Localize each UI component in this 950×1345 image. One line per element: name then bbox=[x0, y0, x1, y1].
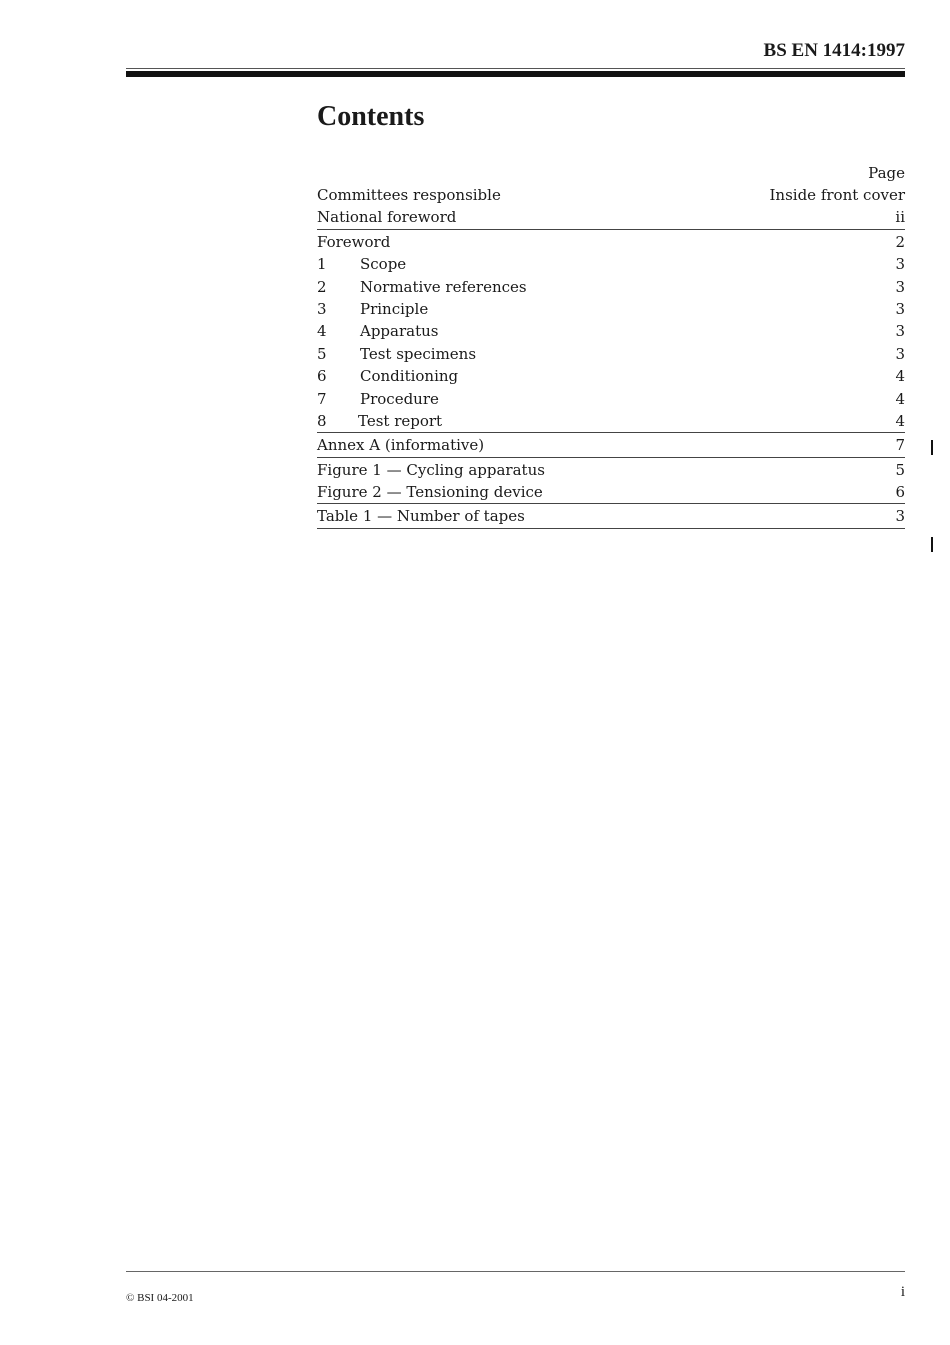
document-id: BS EN 1414:1997 bbox=[763, 40, 905, 61]
toc-entry-label: Principle bbox=[360, 299, 429, 318]
toc-entry-page: 3 bbox=[895, 322, 905, 341]
toc-entry-label: Scope bbox=[360, 255, 407, 274]
toc-entry-page: 3 bbox=[895, 299, 905, 318]
table-of-contents bbox=[317, 162, 905, 529]
toc-entry[interactable] bbox=[317, 505, 905, 528]
toc-entry-number: 8 bbox=[317, 411, 327, 430]
toc-entry-label: National foreword bbox=[317, 208, 457, 227]
page-number: i bbox=[900, 1284, 905, 1300]
toc-entry-page: ii bbox=[895, 208, 905, 227]
toc-entry-page: 7 bbox=[895, 436, 905, 455]
copyright-notice: © BSI 04-2001 bbox=[126, 1292, 194, 1304]
footer-rule bbox=[126, 1271, 905, 1272]
toc-entry-label: Foreword bbox=[317, 232, 391, 251]
toc-entry[interactable] bbox=[317, 459, 905, 481]
toc-entry[interactable] bbox=[317, 320, 905, 342]
toc-entry-number: 5 bbox=[317, 344, 327, 363]
toc-entry-label: Committees responsible bbox=[317, 186, 501, 204]
toc-entry-page: 2 bbox=[895, 232, 905, 251]
toc-entry-label: Apparatus bbox=[360, 322, 439, 341]
toc-entry-number: 4 bbox=[317, 322, 327, 341]
toc-entry-label: Annex A (informative) bbox=[317, 436, 485, 455]
toc-entry-page: 3 bbox=[895, 255, 905, 274]
toc-entry-number: 6 bbox=[317, 367, 327, 386]
change-bar-marker bbox=[931, 537, 933, 552]
toc-entry[interactable] bbox=[317, 184, 905, 206]
header-rule-thin bbox=[126, 68, 905, 69]
toc-entry-page: Inside front cover bbox=[769, 186, 905, 204]
change-bar-marker bbox=[931, 440, 933, 455]
toc-entry-label: Test specimens bbox=[360, 344, 477, 363]
toc-entry-label: Procedure bbox=[360, 389, 439, 408]
toc-entry-page: 4 bbox=[895, 411, 905, 430]
toc-entry-label: Figure 2 — Tensioning device bbox=[317, 483, 543, 502]
toc-entry-number: 2 bbox=[317, 277, 327, 296]
toc-entry[interactable] bbox=[317, 410, 905, 433]
toc-entry[interactable] bbox=[317, 206, 905, 229]
toc-entry[interactable] bbox=[317, 253, 905, 275]
toc-entry-label: Normative references bbox=[360, 277, 527, 296]
toc-entry[interactable] bbox=[317, 276, 905, 298]
toc-entry-page: 4 bbox=[895, 367, 905, 386]
toc-entry[interactable] bbox=[317, 343, 905, 365]
toc-entry-label: Figure 1 — Cycling apparatus bbox=[317, 460, 545, 479]
page-column-heading: Page bbox=[868, 164, 905, 182]
toc-entry[interactable] bbox=[317, 388, 905, 410]
toc-entry[interactable] bbox=[317, 231, 905, 253]
toc-entry-page: 6 bbox=[895, 483, 905, 502]
toc-entry-page: 4 bbox=[895, 389, 905, 408]
toc-entry-label: Conditioning bbox=[360, 367, 459, 386]
toc-entry-page: 3 bbox=[895, 277, 905, 296]
toc-entry[interactable] bbox=[317, 481, 905, 504]
toc-entry-label: Test report bbox=[358, 411, 443, 430]
toc-entry-number: 1 bbox=[317, 255, 327, 274]
toc-entry[interactable] bbox=[317, 298, 905, 320]
toc-entry-page: 3 bbox=[895, 507, 905, 526]
toc-entry-label: Table 1 — Number of tapes bbox=[317, 507, 525, 526]
toc-entry[interactable] bbox=[317, 434, 905, 457]
toc-entry-page: 5 bbox=[895, 460, 905, 479]
toc-entry-page: 3 bbox=[895, 344, 905, 363]
header-rule-thick bbox=[126, 71, 905, 77]
toc-entry[interactable] bbox=[317, 365, 905, 387]
page-title: Contents bbox=[317, 101, 425, 132]
toc-entry-number: 7 bbox=[317, 389, 327, 408]
toc-entry-number: 3 bbox=[317, 299, 327, 318]
